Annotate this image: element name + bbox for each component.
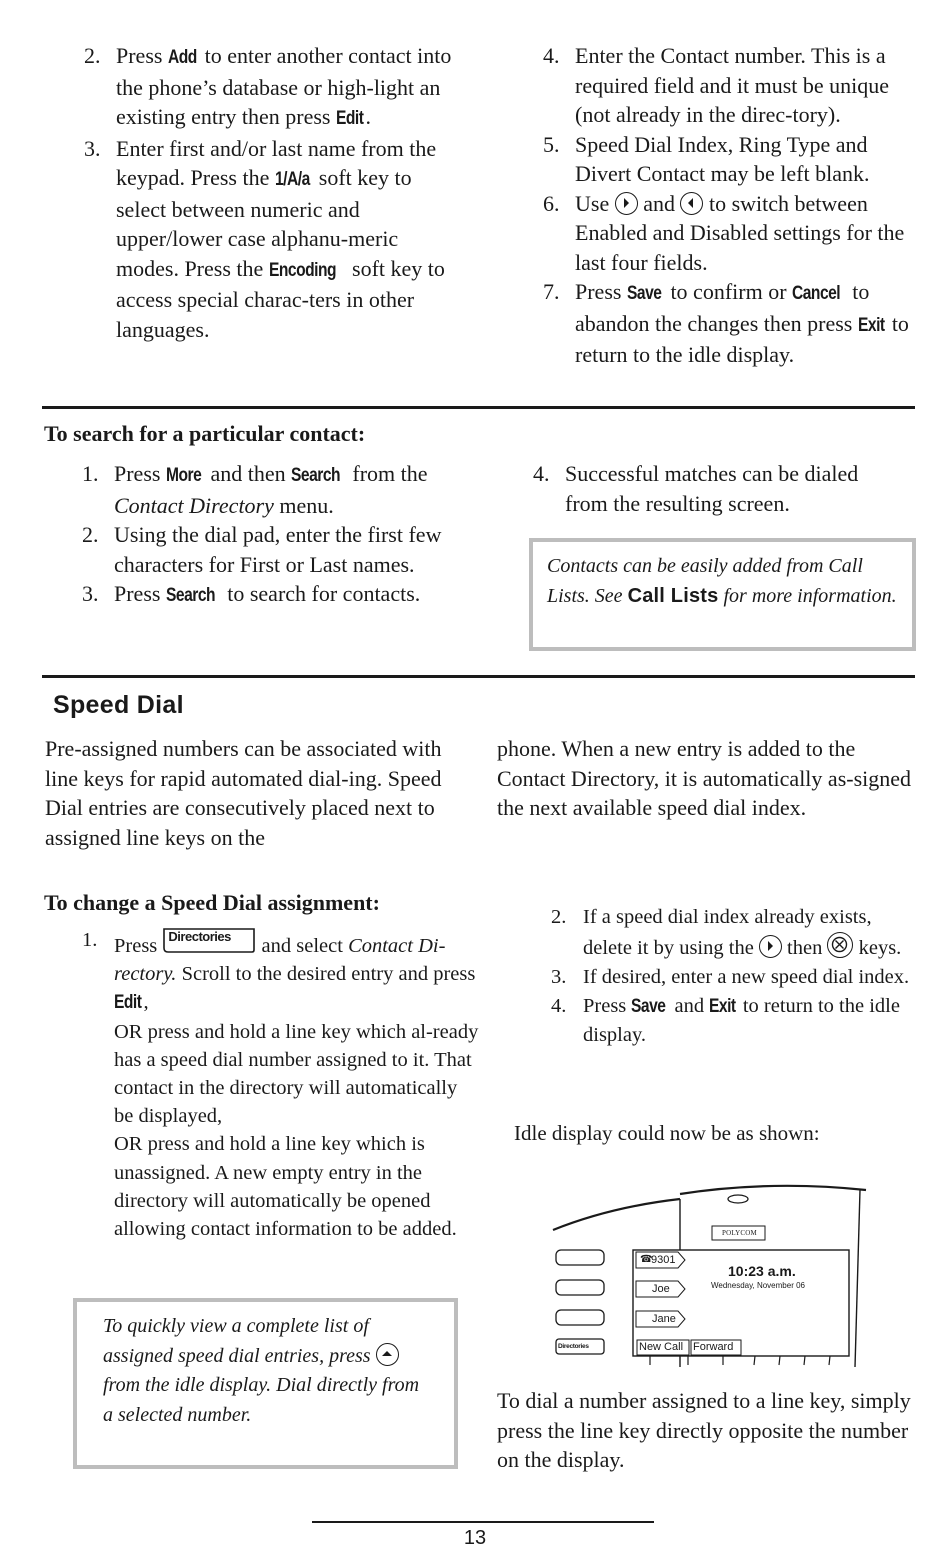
list-item: 2. If a speed dial index already exists, delete it by using the then keys. (551, 906, 902, 959)
save-key-label: Save (631, 996, 666, 1017)
change-speed-dial-right-column (551, 903, 916, 1050)
search-key-label: Search (291, 465, 341, 486)
phone-icon: ☎ (640, 1254, 653, 1265)
list-item: 2. Using the dial pad, enter the first few characters for First or Last names. (82, 522, 442, 577)
directories-button-icon: Directories (162, 926, 256, 954)
list-item: 4. Press Save and Exit to return to the idle display. (551, 992, 916, 1050)
line-key-2-label: Joe (652, 1283, 670, 1295)
polycom-logo: POLYCOM (722, 1229, 757, 1237)
speed-dial-intro-right: phone. When a new entry is added to the Contact Directory, it is automatically as-signed the next available speed dial index. (497, 736, 912, 820)
add-contact-right-column (543, 41, 913, 370)
forward-softkey: Forward (693, 1341, 734, 1353)
exit-key-label: Exit (709, 996, 736, 1017)
mode-key-label: 1/A/a (274, 169, 310, 190)
list-item: 2. Press Add to enter another contact into the phone’s database or high-light an existing entry then press Edit. (84, 41, 464, 134)
footer-rule (312, 1521, 654, 1523)
add-key-label: Add (167, 47, 197, 68)
speed-dial-intro-left: Pre-assigned numbers can be associated with line keys for rapid automated dial-ing. Speed Dial entries are consecutively placed next to assigned line keys on the (45, 736, 442, 850)
list-item: 3. Press Search to search for contacts. (82, 579, 472, 611)
up-arrow-key-icon (376, 1343, 399, 1366)
right-arrow-key-icon (759, 935, 782, 958)
delete-key-icon (827, 932, 853, 958)
edit-key-label: Edit (114, 992, 142, 1014)
left-arrow-key-icon (680, 192, 703, 215)
call-lists-link[interactable]: Call Lists (627, 584, 719, 607)
speed-dial-list-note: To quickly view a complete list of assigned speed dial entries, press from the idle display. Dial directly from a selected number. (73, 1298, 458, 1469)
idle-display-caption: Idle display could now be as shown: (514, 1121, 820, 1145)
search-key-label: Search (165, 585, 215, 606)
search-heading: To search for a particular contact: (44, 421, 366, 446)
save-key-label: Save (626, 283, 662, 304)
change-speed-dial-left-column (82, 926, 480, 1243)
right-arrow-key-icon (615, 192, 638, 215)
cancel-key-label: Cancel (792, 283, 841, 304)
list-item: 5. Speed Dial Index, Ring Type and Divert Contact may be left blank. (543, 131, 870, 186)
section-divider (42, 675, 915, 678)
phone-idle-display-illustration (550, 1182, 870, 1367)
list-item: 3. Enter first and/or last name from the keypad. Press the 1/A/a soft key to select between numeric and upper/lower case alphanu-meric modes. Press the Encoding soft key to access special charac-ters in other languages. (84, 135, 445, 342)
search-left-column (82, 459, 472, 611)
change-speed-dial-heading: To change a Speed Dial assignment: (44, 890, 380, 915)
add-contact-left-column (84, 41, 464, 344)
search-right-column (533, 459, 903, 518)
more-key-label: More (165, 465, 202, 486)
list-item: 6. Use and to switch between Enabled and Disabled settings for the last four fields. (543, 190, 905, 275)
speed-dial-title: Speed Dial (53, 691, 184, 719)
dial-line-key-text: To dial a number assigned to a line key, simply press the line key directly opposite the number on the display. (497, 1388, 911, 1472)
directories-button-label: Directories (558, 1343, 589, 1350)
list-item: 4. Successful matches can be dialed from the resulting screen. (533, 461, 859, 516)
section-divider (42, 406, 915, 409)
edit-key-label: Edit (335, 108, 364, 129)
call-lists-note: Contacts can be easily added from Call Lists. See Call Lists for more information. (529, 538, 916, 651)
idle-time: 10:23 a.m. (728, 1263, 796, 1279)
line-key-1-label: 9301 (651, 1254, 676, 1266)
page-number: 13 (463, 1527, 487, 1546)
line-key-3-label: Jane (652, 1313, 676, 1325)
new-call-softkey: New Call (639, 1341, 684, 1353)
list-item: 1. Press More and then Search from the Contact Directory menu. (82, 461, 428, 518)
list-item: 4. Enter the Contact number. This is a required field and it must be unique (not already in the direc-tory). (543, 43, 890, 127)
list-item: 3. If desired, enter a new speed dial index. (551, 966, 910, 988)
idle-date: Wednesday, November 06 (711, 1281, 805, 1290)
list-item: 7. Press Save to confirm or Cancel to abandon the changes then press Exit to return to the idle display. (543, 279, 909, 367)
exit-key-label: Exit (857, 314, 885, 336)
list-item: 1. Press Directories and select Contact Di-rectory. Scroll to the desired entry and press Edit, OR press and hold a line key which al-ready has a speed dial number assigned to it. That contact in the directory will automatically be displayed, OR press and hold a line key which is unassigned. A new empty entry in the directory will automatically be opened allowing contact information to be added. (82, 926, 480, 1243)
encoding-key-label: Encoding (268, 259, 336, 281)
